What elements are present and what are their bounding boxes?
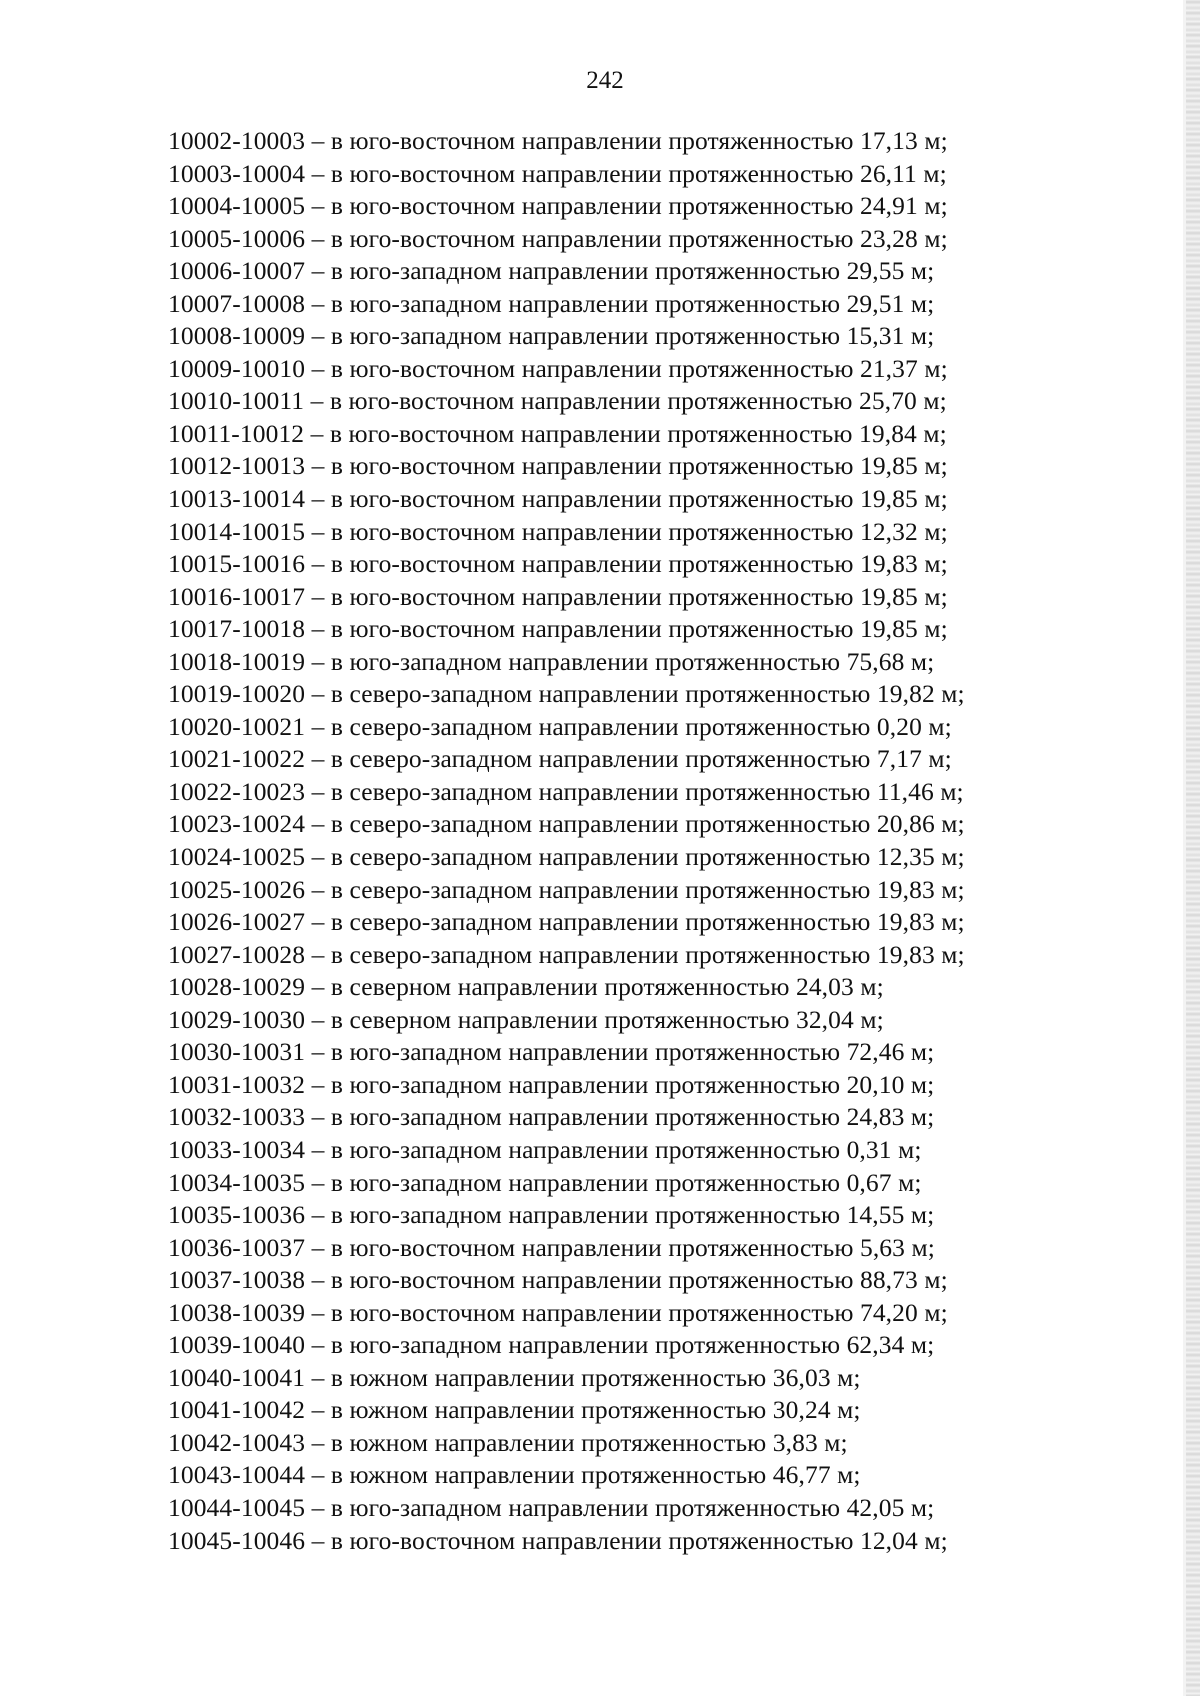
list-item: 10019-10020 – в северо-западном направлении протяженностью 19,82 м;: [168, 679, 965, 709]
list-item: 10023-10024 – в северо-западном направлении протяженностью 20,86 м;: [168, 809, 965, 839]
list-item: 10022-10023 – в северо-западном направлении протяженностью 11,46 м;: [168, 776, 964, 806]
list-item: 10014-10015 – в юго-восточном направлении протяженностью 12,32 м;: [168, 516, 948, 546]
list-item: 10015-10016 – в юго-восточном направлении протяженностью 19,83 м;: [168, 549, 948, 579]
list-item: 10009-10010 – в юго-восточном направлении протяженностью 21,37 м;: [168, 353, 948, 383]
list-item: 10041-10042 – в южном направлении протяженностью 30,24 м;: [168, 1395, 861, 1425]
list-item: 10021-10022 – в северо-западном направлении протяженностью 7,17 м;: [168, 744, 952, 774]
list-item: 10040-10041 – в южном направлении протяженностью 36,03 м;: [168, 1362, 861, 1392]
list-item: 10011-10012 – в юго-восточном направлении протяженностью 19,84 м;: [168, 418, 947, 448]
list-item: 10027-10028 – в северо-западном направлении протяженностью 19,83 м;: [168, 939, 965, 969]
list-item: 10017-10018 – в юго-восточном направлении протяженностью 19,85 м;: [168, 614, 948, 644]
list-item: 10025-10026 – в северо-западном направлении протяженностью 19,83 м;: [168, 874, 965, 904]
list-item: 10034-10035 – в юго-западном направлении протяженностью 0,67 м;: [168, 1167, 922, 1197]
list-item: 10005-10006 – в юго-восточном направлении протяженностью 23,28 м;: [168, 223, 948, 253]
list-item: 10013-10014 – в юго-восточном направлении протяженностью 19,85 м;: [168, 484, 948, 514]
list-item: 10033-10034 – в юго-западном направлении протяженностью 0,31 м;: [168, 1134, 922, 1164]
list-item: 10002-10003 – в юго-восточном направлении протяженностью 17,13 м;: [168, 126, 948, 155]
list-item: 10024-10025 – в северо-западном направлении протяженностью 12,35 м;: [168, 842, 965, 872]
list-item: 10004-10005 – в юго-восточном направлении протяженностью 24,91 м;: [168, 191, 948, 221]
list-item: 10039-10040 – в юго-западном направлении протяженностью 62,34 м;: [168, 1330, 935, 1360]
list-item: 10012-10013 – в юго-восточном направлении протяженностью 19,85 м;: [168, 451, 948, 481]
list-item: 10020-10021 – в северо-западном направлении протяженностью 0,20 м;: [168, 711, 952, 741]
list-item: 10006-10007 – в юго-западном направлении протяженностью 29,55 м;: [168, 256, 935, 286]
list-item: 10038-10039 – в юго-восточном направлении протяженностью 74,20 м;: [168, 1297, 948, 1327]
list-item: 10044-10045 – в юго-западном направлении протяженностью 42,05 м;: [168, 1492, 935, 1522]
list-item: 10031-10032 – в юго-западном направлении протяженностью 20,10 м;: [168, 1069, 935, 1099]
boundary-segment-list: [168, 125, 965, 1557]
list-item: 10036-10037 – в юго-восточном направлении протяженностью 5,63 м;: [168, 1232, 935, 1262]
scan-edge-artifact: [1186, 0, 1200, 1696]
list-item: 10016-10017 – в юго-восточном направлении протяженностью 19,85 м;: [168, 581, 948, 611]
list-item: 10007-10008 – в юго-западном направлении протяженностью 29,51 м;: [168, 288, 935, 318]
list-item: 10029-10030 – в северном направлении протяженностью 32,04 м;: [168, 1004, 884, 1034]
page-number: 242: [586, 67, 624, 94]
list-item: 10028-10029 – в северном направлении протяженностью 24,03 м;: [168, 972, 884, 1002]
list-item: 10010-10011 – в юго-восточном направлении протяженностью 25,70 м;: [168, 386, 947, 416]
list-item: 10026-10027 – в северо-западном направлении протяженностью 19,83 м;: [168, 907, 965, 937]
list-item: 10035-10036 – в юго-западном направлении протяженностью 14,55 м;: [168, 1200, 935, 1230]
list-item: 10003-10004 – в юго-восточном направлении протяженностью 26,11 м;: [168, 158, 947, 188]
list-item: 10030-10031 – в юго-западном направлении протяженностью 72,46 м;: [168, 1037, 935, 1067]
list-item: 10008-10009 – в юго-западном направлении протяженностью 15,31 м;: [168, 321, 935, 351]
list-item: 10018-10019 – в юго-западном направлении протяженностью 75,68 м;: [168, 646, 935, 676]
list-item: 10037-10038 – в юго-восточном направлении протяженностью 88,73 м;: [168, 1265, 948, 1295]
list-item: 10042-10043 – в южном направлении протяженностью 3,83 м;: [168, 1427, 848, 1457]
list-item: 10043-10044 – в южном направлении протяженностью 46,77 м;: [168, 1460, 861, 1490]
list-item: 10032-10033 – в юго-западном направлении протяженностью 24,83 м;: [168, 1102, 935, 1132]
list-item: 10045-10046 – в юго-восточном направлении протяженностью 12,04 м;: [168, 1525, 948, 1555]
